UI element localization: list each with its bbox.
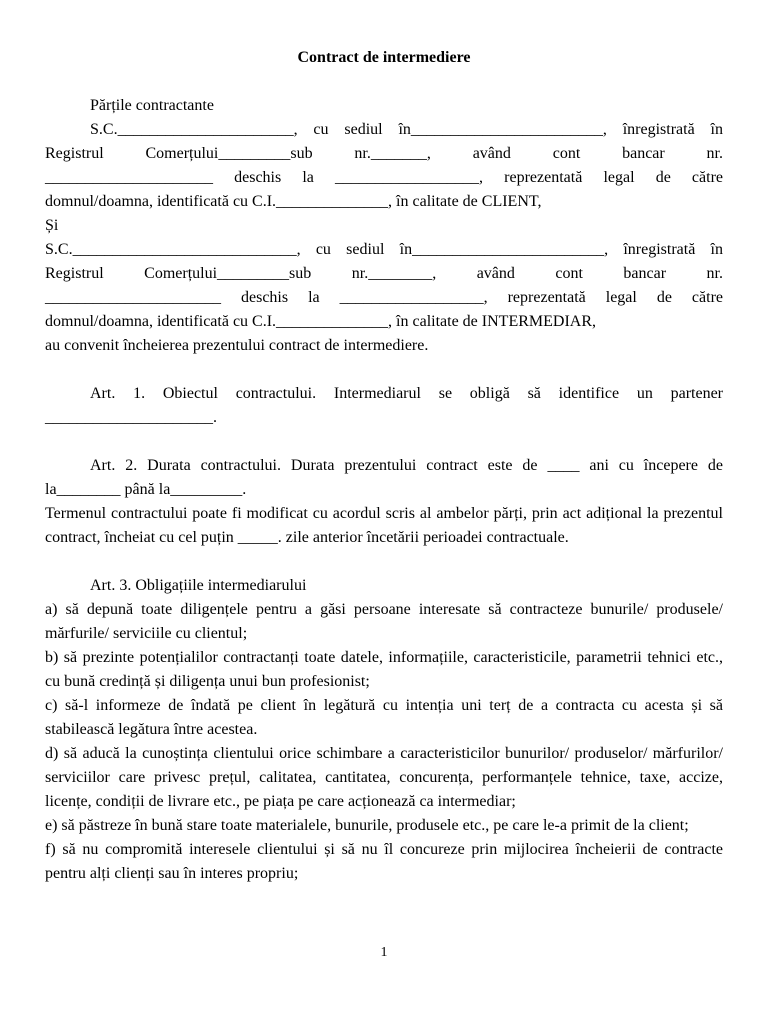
client-line-4: domnul/doamna, identificată cu C.I.______________, în calitate de CLIENT, [45,193,542,210]
article-3-item-b: b) să prezinte potențialilor contractanți toate datele, informațiile, caracteristicile, parametrii tehnici etc., cu bună credință și diligența unui bun profesionist; [45,649,723,690]
article-1: Art. 1. Obiectul contractului. Intermediarul se obligă să identifice un partener _____________________. [45,385,723,426]
intermediary-line-2: Registrul Comerțului_________sub nr.________, având cont bancar nr. [45,265,723,282]
client-line-1: S.C.______________________, cu sediul în________________________, înregistrată în [90,121,723,138]
article-2-term: Termenul contractului poate fi modificat cu acordul scris al ambelor părți, prin act adițional la prezentul contract, încheiat cu cel puțin _____. zile anterior încetării perioadei contractuale. [45,505,723,546]
article-3-item-e: e) să păstreze în bună stare toate materialele, bunurile, produsele etc., pe care le-a primit de la client; [45,817,689,834]
article-3-item-f: f) să nu compromită interesele clientului și să nu îl concureze prin mijlocirea încheierii de contracte pentru alți clienți sau în interes propriu; [45,841,723,882]
intermediary-line-4: domnul/doamna, identificată cu C.I.______________, în calitate de INTERMEDIAR, [45,313,596,330]
document-body [45,94,723,886]
client-line-3: _____________________ deschis la __________________, reprezentată legal de către [45,169,723,186]
article-3-heading: Art. 3. Obligațiile intermediarului [90,577,307,594]
paragraph-spacer [45,430,723,454]
parties-heading: Părțile contractante [90,97,214,114]
intermediary-line-3: ______________________ deschis la __________________, reprezentată legal de către [45,289,723,306]
article-3-item-d: d) să aducă la cunoștința clientului orice schimbare a caracteristicilor bunurilor/ produselor/ mărfurilor/ serviciilor care privesc prețul, calitatea, cantitatea, concurența, performanțele tehnice, taxe, accize, licențe, condiții de livrare etc., pe piața pe care acționează ca intermediar; [45,745,723,810]
paragraph-spacer [45,358,723,382]
paragraph-spacer [45,550,723,574]
article-3-item-c: c) să-l informeze de îndată pe client în legătură cu intenția uni terț de a contracta cu acesta și să stabilească legătura între acestea. [45,697,723,738]
agreement-statement: au convenit încheierea prezentului contract de intermediere. [45,337,429,354]
intermediary-line-1: S.C.____________________________, cu sediul în________________________, înregistrată în [45,241,723,258]
client-line-2: Registrul Comerțului_________sub nr._______, având cont bancar nr. [45,145,723,162]
document-title: Contract de intermediere [297,49,471,66]
page-number: 1 [380,945,388,960]
article-3-item-a: a) să depună toate diligențele pentru a găsi persoane interesate să contracteze bunurile/ produsele/ mărfurile/ serviciile cu clientul; [45,601,723,642]
article-2: Art. 2. Durata contractului. Durata prezentului contract este de ____ ani cu începere de la________ până la_________. [45,457,723,498]
conjunction-si: Și [45,217,59,234]
